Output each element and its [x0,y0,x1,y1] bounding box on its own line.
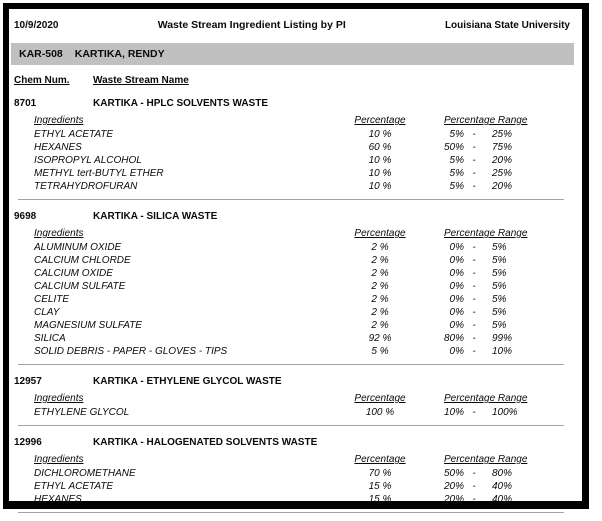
ingredient-name: ISOPROPYL ALCOHOL [34,155,142,166]
percentage-range-column-header: Percentage Range [444,393,528,404]
range-max: 5% [492,268,507,279]
chem-num: 12996 [14,437,42,448]
ingredient-name: HEXANES [34,494,82,505]
ingredient-percentage: 15 % [368,494,392,505]
ingredient-name: ETHYL ACETATE [34,129,114,140]
range-min: 20% [443,494,464,505]
pi-header-bar [11,43,574,65]
range-max: 5% [492,255,507,266]
ingredients-column-header: Ingredients [34,115,84,126]
section-title-row [14,374,570,389]
range-max: 5% [492,307,507,318]
percentage-range-column-header: Percentage Range [444,454,528,465]
range-max: 40% [492,494,513,505]
percentage-column-header: Percentage [354,393,406,404]
chem-num: 9698 [14,211,37,222]
chem-num: 8701 [14,98,37,109]
waste-stream-name: KARTIKA - ETHYLENE GLYCOL WASTE [93,376,282,387]
range-min: 10% [443,407,464,418]
ingredient-row [14,480,570,493]
ingredient-row [14,306,570,319]
institution-name: Louisiana State University [444,20,570,31]
range-min: 5% [449,168,464,179]
ingredient-percentage: 10 % [368,129,392,140]
range-min: 5% [449,181,464,192]
range-max: 25% [492,129,513,140]
ingredient-name: ETHYLENE GLYCOL [34,407,130,418]
range-min: 0% [449,294,464,305]
ingredient-name: SOLID DEBRIS - PAPER - GLOVES - TIPS [34,346,228,357]
ingredient-name: METHYL tert-BUTYL ETHER [34,168,164,179]
report-title: Waste Stream Ingredient Listing by PI [157,19,346,31]
range-max: 10% [492,346,513,357]
ingredient-header-row [14,452,570,467]
ingredient-row [14,141,570,154]
range-max: 99% [492,333,513,344]
range-dash: - [472,268,476,279]
ingredient-name: CALCIUM OXIDE [34,268,113,279]
range-dash: - [472,468,476,479]
range-dash: - [472,294,476,305]
percentage-range-column-header: Percentage Range [444,228,528,239]
ingredient-header-row [14,391,570,406]
pi-id: KAR-508 [19,48,63,60]
waste-stream-name: KARTIKA - HALOGENATED SOLVENTS WASTE [93,437,318,448]
ingredient-name: CELITE [34,294,70,305]
ingredient-row [14,128,570,141]
ingredient-row [14,280,570,293]
range-min: 0% [449,268,464,279]
section-title-row [14,435,570,450]
range-min: 0% [449,320,464,331]
range-min: 50% [443,468,464,479]
range-dash: - [472,281,476,292]
section-divider [18,364,564,365]
ingredient-percentage: 2 % [371,268,389,279]
percentage-column-header: Percentage [354,454,406,465]
section-divider [18,199,564,200]
range-max: 5% [492,242,507,253]
ingredient-name: CALCIUM SULFATE [34,281,126,292]
ingredient-name: CALCIUM CHLORDE [34,255,131,266]
range-max: 20% [492,181,513,192]
ingredient-row [14,406,570,419]
ingredient-percentage: 2 % [371,242,389,253]
ingredient-name: ETHYL ACETATE [34,481,114,492]
range-max: 5% [492,320,507,331]
ingredient-rows [14,241,570,358]
report-header [14,19,570,31]
range-dash: - [472,242,476,253]
page-frame [3,3,589,509]
pi-name: KARTIKA, RENDY [74,48,165,60]
ingredient-percentage: 2 % [371,307,389,318]
range-min: 50% [443,142,464,153]
ingredients-column-header: Ingredients [34,228,84,239]
ingredient-row [14,180,570,193]
range-min: 80% [443,333,464,344]
range-max: 25% [492,168,513,179]
ingredient-row [14,493,570,506]
ingredient-header-row [14,226,570,241]
ingredient-percentage: 2 % [371,281,389,292]
ingredient-name: TETRAHYDROFURAN [34,181,138,192]
ingredient-row [14,332,570,345]
range-max: 5% [492,294,507,305]
ingredient-percentage: 70 % [368,468,392,479]
ingredient-percentage: 5 % [371,346,389,357]
ingredient-row [14,241,570,254]
chem-num-column-header: Chem Num. [14,75,70,86]
range-dash: - [472,494,476,505]
ingredient-name: SILICA [34,333,66,344]
range-min: 5% [449,129,464,140]
range-dash: - [472,129,476,140]
report-page [9,9,582,513]
ingredient-percentage: 60 % [368,142,392,153]
ingredient-percentage: 10 % [368,181,392,192]
range-dash: - [472,307,476,318]
section-title-row [14,209,570,224]
ingredient-percentage: 2 % [371,320,389,331]
ingredients-column-header: Ingredients [34,393,84,404]
ingredient-percentage: 10 % [368,168,392,179]
ingredient-name: DICHLOROMETHANE [34,468,136,479]
chem-num: 12957 [14,376,42,387]
range-dash: - [472,481,476,492]
ingredient-percentage: 15 % [368,481,392,492]
ingredient-percentage: 10 % [368,155,392,166]
ingredient-row [14,345,570,358]
range-dash: - [472,181,476,192]
ingredient-rows [14,128,570,193]
waste-stream-name: KARTIKA - SILICA WASTE [93,211,218,222]
waste-stream-section [14,435,570,513]
percentage-column-header: Percentage [354,228,406,239]
range-max: 80% [492,468,513,479]
waste-stream-section [14,209,570,365]
range-max: 20% [492,155,513,166]
ingredient-percentage: 2 % [371,294,389,305]
ingredient-name: HEXANES [34,142,82,153]
section-title-row [14,96,570,111]
range-dash: - [472,142,476,153]
ingredient-row [14,167,570,180]
range-dash: - [472,155,476,166]
range-max: 100% [492,407,518,418]
range-min: 0% [449,346,464,357]
ingredients-column-header: Ingredients [34,454,84,465]
range-min: 0% [449,281,464,292]
ingredient-rows [14,406,570,419]
section-divider [18,512,564,513]
range-max: 40% [492,481,513,492]
waste-stream-name-column-header: Waste Stream Name [93,75,189,86]
ingredient-row [14,293,570,306]
ingredient-row [14,467,570,480]
percentage-column-header: Percentage [354,115,406,126]
ingredient-row [14,267,570,280]
range-dash: - [472,320,476,331]
report-date: 10/9/2020 [14,20,59,31]
range-min: 0% [449,242,464,253]
ingredient-row [14,154,570,167]
range-max: 75% [492,142,513,153]
ingredient-rows [14,467,570,506]
ingredient-percentage: 92 % [368,333,392,344]
ingredient-name: ALUMINUM OXIDE [34,242,122,253]
sections [14,96,570,513]
range-min: 0% [449,255,464,266]
section-divider [18,425,564,426]
column-header-row [14,74,570,87]
range-dash: - [472,255,476,266]
waste-stream-section [14,374,570,426]
range-min: 20% [443,481,464,492]
ingredient-percentage: 2 % [371,255,389,266]
range-max: 5% [492,281,507,292]
range-min: 0% [449,307,464,318]
ingredient-name: MAGNESIUM SULFATE [34,320,142,331]
ingredient-percentage: 100 % [365,407,395,418]
ingredient-header-row [14,113,570,128]
ingredient-row [14,254,570,267]
ingredient-row [14,319,570,332]
range-dash: - [472,346,476,357]
waste-stream-name: KARTIKA - HPLC SOLVENTS WASTE [93,98,268,109]
range-dash: - [472,407,476,418]
percentage-range-column-header: Percentage Range [444,115,528,126]
range-dash: - [472,333,476,344]
range-min: 5% [449,155,464,166]
ingredient-name: CLAY [34,307,60,318]
waste-stream-section [14,96,570,200]
range-dash: - [472,168,476,179]
